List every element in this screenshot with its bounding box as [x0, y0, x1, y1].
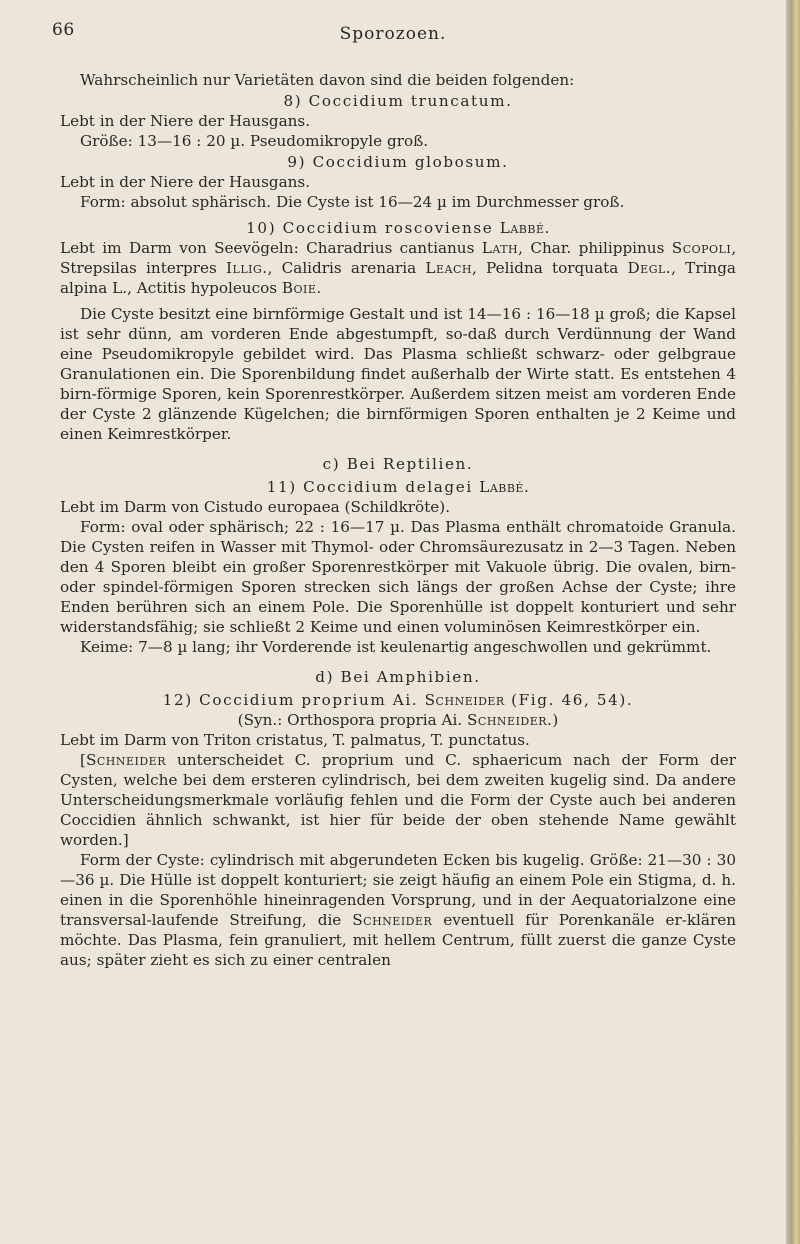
species-11-habitat: Lebt im Darm von Cistudo europaea (Schildkröte). [60, 498, 451, 516]
form-text: Form der Cyste: cylindrisch mit abgerundeten Ecken bis kugelig. Größe: 21—30 : 30—36 µ. Die Hülle ist doppelt konturiert; sie zeigt häufig an einem Pole ein Stigma, d. h. einen in die Sporenhöhle hineinragenden Vorsprung, und in der Aequatorialzone eine transversal-laufende Streifung, die [60, 851, 736, 929]
form-text: eventuell für Porenkanäle er-klären möchte. Das Plasma, fein granuliert, mit hellem Centrum, füllt zuerst die ganze Cyste aus; später zieht es sich zu einer centralen [60, 911, 736, 969]
author-name: Schneider [85, 751, 166, 769]
note-text: unterscheidet C. proprium und C. sphaericum nach der Form der Cysten, welche bei dem ersteren cylindrisch, bei dem zweiten kugelig sind. Da andere Unterscheidungsmerkmale vorläufig fehlen und die Form der Cyste auch bei anderen Coccidien ähnlich schwankt, ist hier für beide der oben stehende Name gewählt worden.] [60, 751, 736, 849]
species-8-size: Größe: 13—16 : 20 µ. Pseudomikropyle groß. [80, 132, 429, 150]
species-12-figref: (Fig. 46, 54). [511, 691, 634, 709]
species-12-note [60, 750, 736, 850]
synonym-text: ) [552, 711, 559, 729]
species-10-habitat [60, 238, 736, 298]
habitat-text: , Char. philippinus [518, 239, 665, 257]
section-reptiles-heading: c) Bei Reptilien. [322, 455, 474, 473]
author-name: Leach [425, 259, 472, 277]
synonym-text: (Syn.: Orthospora propria Ai. [237, 711, 463, 729]
species-9-habitat: Lebt in der Niere der Hausgans. [60, 173, 311, 191]
running-head: Sporozoen. [339, 24, 447, 44]
species-8-title: 8) Coccidium truncatum. [283, 92, 513, 110]
species-9-title: 9) Coccidium globosum. [287, 153, 509, 171]
species-11-title [60, 477, 736, 497]
author-name: Boie. [281, 279, 322, 297]
species-12-name: 12) Coccidium proprium Ai. [162, 691, 419, 709]
note-bracket: [ [80, 751, 86, 769]
author-name: Lath [481, 239, 519, 257]
intro-paragraph: Wahrscheinlich nur Varietäten davon sind die beiden folgenden: [80, 71, 575, 89]
habitat-text: Lebt im Darm von Seevögeln: Charadrius cantianus [60, 239, 475, 257]
species-11-form: Form: oval oder sphärisch; 22 : 16—17 µ. Das Plasma enthält chromatoide Granula. Die Cysten reifen in Wasser mit Thymol- oder Chromsäurezusatz in 2—3 Tagen. Neben den 4 Sporen bleibt ein großer Sporenrestkörper mit Vakuole übrig. Die ovalen, birn- oder spindel-förmigen Sporen strecken sich längs der großen Achse der Cyste; ihre Enden berühren sich an einem Pole. Die Sporenhülle ist doppelt konturiert und sehr widerstandsfähig; sie schließt 2 Keime und einen voluminösen Keimrestkörper ein. [60, 518, 736, 636]
species-12-form [60, 850, 736, 970]
species-12-author: Schneider [424, 691, 505, 709]
page-edge [786, 0, 800, 1244]
species-9-form: Form: absolut sphärisch. Die Cyste ist 16—24 µ im Durchmesser groß. [80, 193, 625, 211]
author-name: Illig. [226, 259, 268, 277]
author-name: Schneider [352, 911, 433, 929]
species-10-name: 10) Coccidium roscoviense [246, 219, 494, 237]
section-amphibians-heading: d) Bei Amphibien. [315, 668, 481, 686]
author-name: Scopoli [671, 239, 732, 257]
species-12-habitat: Lebt im Darm von Triton cristatus, T. palmatus, T. punctatus. [60, 731, 530, 749]
habitat-text: , Calidris arenaria [267, 259, 417, 277]
page-number: 66 [52, 20, 75, 40]
species-8-habitat: Lebt in der Niere der Hausgans. [60, 112, 311, 130]
species-12-title [60, 690, 736, 710]
species-10-author: Labbé. [499, 219, 550, 237]
habitat-text: , Strepsilas interpres [60, 239, 737, 277]
species-11-name: 11) Coccidium delagei [266, 478, 473, 496]
author-name: Degl. [627, 259, 672, 277]
page-header [0, 20, 786, 50]
species-12-synonym [60, 710, 736, 730]
species-11-keime: Keime: 7—8 µ lang; ihr Vorderende ist keulenartig angeschwollen und gekrümmt. [80, 638, 712, 656]
author-name: Schneider. [467, 711, 553, 729]
habitat-text: , Pelidna torquata [472, 259, 619, 277]
habitat-text: , Tringa alpina L., Actitis hypoleucos [60, 259, 736, 297]
page-body [60, 70, 736, 970]
species-11-author: Labbé. [479, 478, 530, 496]
species-10-description: Die Cyste besitzt eine birnförmige Gestalt und ist 14—16 : 16—18 µ groß; die Kapsel ist sehr dünn, am vorderen Ende abgestumpft, so-daß durch Verdünnung der Wand eine Pseudomikropyle gebildet wird. Das Plasma schließt schwarz- oder gelbgraue Granulationen ein. Die Sporenbildung findet außerhalb der Wirte statt. Es entstehen 4 birn-förmige Sporen, kein Sporenrestkörper. Außerdem sitzen meist am vorderen Ende der Cyste 2 glänzende Kügelchen; die birnförmigen Sporen enthalten je 2 Keime und einen Keimrestkörper. [60, 305, 736, 443]
species-10-title [60, 218, 736, 238]
